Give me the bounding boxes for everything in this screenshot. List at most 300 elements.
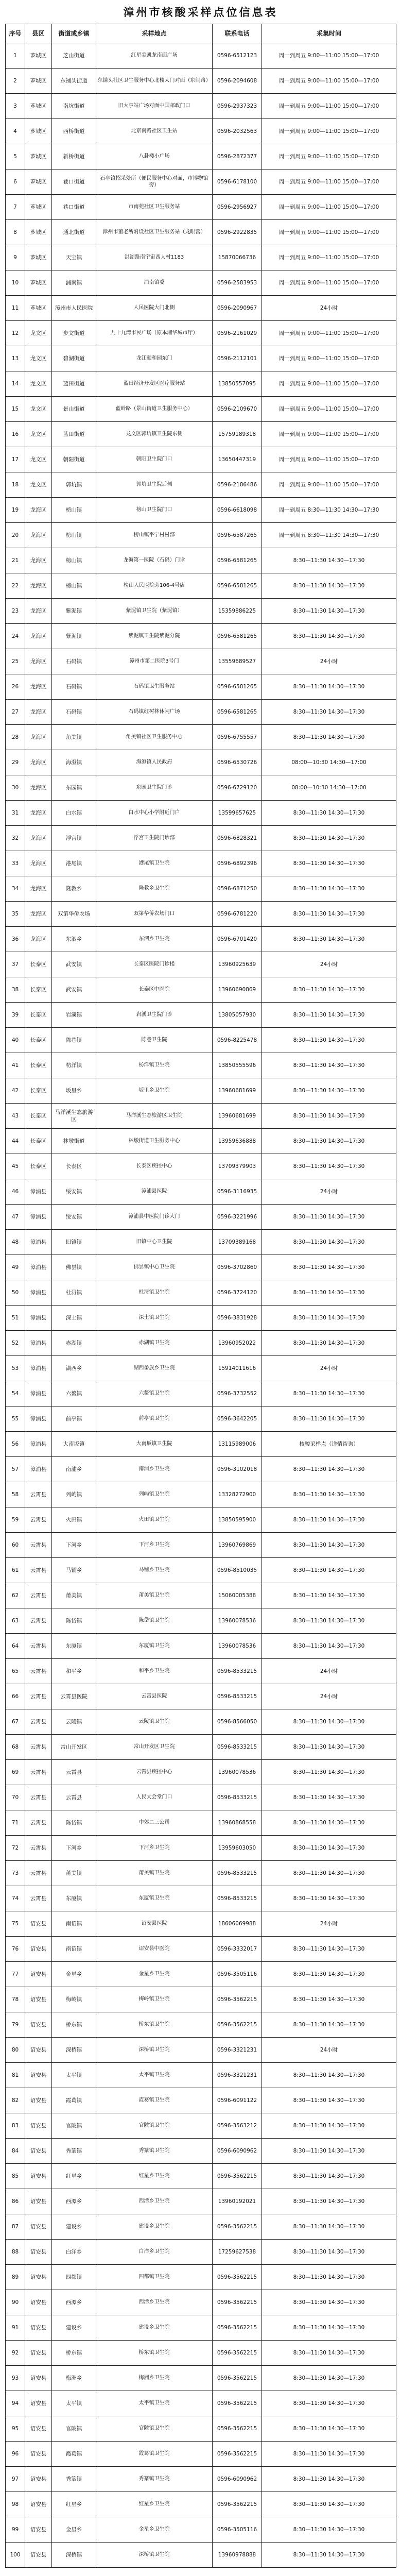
table-row: [6, 1154, 396, 1179]
town-cell: 深桥镇: [52, 2543, 96, 2568]
table-row: [6, 775, 396, 801]
town-cell: 官陂镇: [52, 2416, 96, 2442]
county-cell: 龙海区: [25, 775, 52, 801]
phone-cell: 15759189318: [213, 422, 262, 447]
town-cell: 官陂镇: [52, 2113, 96, 2139]
time-cell: 8:30—11:30 14:30—17:30: [262, 2290, 396, 2315]
phone-cell: 0596-2186486: [213, 472, 262, 498]
phone-cell: 0596-6581265: [213, 548, 262, 573]
site-cell: 龙江颐和园东门: [96, 346, 213, 371]
county-cell: 云霄县: [25, 1861, 52, 1886]
table-row: [6, 245, 396, 270]
row-number: 91: [6, 2315, 25, 2341]
county-cell: 云霄县: [25, 1659, 52, 1684]
town-cell: 云霄县医院: [52, 1684, 96, 1709]
table-body: [6, 43, 396, 2568]
town-cell: 蓝田街道: [52, 371, 96, 397]
phone-cell: 0596-2872377: [213, 144, 262, 170]
time-cell: 8:30—11:30 14:30—17:30: [262, 2113, 396, 2139]
row-number: 17: [6, 447, 25, 472]
town-cell: 海澄镇: [52, 750, 96, 775]
table-row: [6, 2543, 396, 2568]
site-cell: 深桥镇卫生院: [96, 2038, 213, 2063]
time-cell: 周一到周五 8:30—11:30 14:30—17:30: [262, 523, 396, 548]
header-phone: 联系电话: [213, 24, 262, 43]
county-cell: 云霄县: [25, 1533, 52, 1558]
table-row: [6, 1937, 396, 1962]
row-number: 55: [6, 1406, 25, 1432]
site-cell: 赤湖镇卫生院: [96, 1331, 213, 1356]
table-row: [6, 2063, 396, 2088]
time-cell: 24小时: [262, 1356, 396, 1381]
town-cell: 火田镇: [52, 1507, 96, 1533]
county-cell: 龙文区: [25, 397, 52, 422]
county-cell: 云霄县: [25, 1886, 52, 1911]
time-cell: 8:30—11:30 14:30—17:30: [262, 599, 396, 624]
site-cell: 建设乡卫生院: [96, 2315, 213, 2341]
time-cell: 8:30—11:30 14:30—17:30: [262, 2240, 396, 2265]
time-cell: 8:30—11:30 14:30—17:30: [262, 1987, 396, 2012]
table-row: [6, 1179, 396, 1205]
row-number: 4: [6, 119, 25, 144]
table-row: [6, 2315, 396, 2341]
phone-cell: 0596-6587265: [213, 523, 262, 548]
phone-cell: 0596-3321231: [213, 2063, 262, 2088]
site-cell: 石亭镇招采处所（便民服务中心对面，市博物馆旁）: [96, 170, 213, 195]
site-cell: 市南苑社区卫生服务站: [96, 195, 213, 220]
town-cell: 常山开发区: [52, 1735, 96, 1760]
header-county: 县区: [25, 24, 52, 43]
phone-cell: 0596-3562215: [213, 1987, 262, 2012]
row-number: 16: [6, 422, 25, 447]
time-cell: 24小时: [262, 952, 396, 977]
site-cell: 漳州市第二医院3号门: [96, 649, 213, 674]
row-number: 71: [6, 1810, 25, 1836]
row-number: 90: [6, 2290, 25, 2315]
county-cell: 长泰区: [25, 1028, 52, 1053]
county-cell: 云霄县: [25, 1482, 52, 1507]
town-cell: 桥东镇: [52, 2012, 96, 2038]
county-cell: 漳浦县: [25, 1280, 52, 1306]
time-cell: 周一到周五 9:00—11:00 15:00—17:00: [262, 346, 396, 371]
site-cell: 霞葛镇卫生院: [96, 2088, 213, 2113]
row-number: 30: [6, 775, 25, 801]
county-cell: 云霄县: [25, 1507, 52, 1533]
county-cell: 诏安县: [25, 2240, 52, 2265]
row-number: 47: [6, 1205, 25, 1230]
row-number: 41: [6, 1053, 25, 1078]
phone-cell: 13960690869: [213, 977, 262, 1003]
row-number: 8: [6, 220, 25, 245]
phone-cell: 0596-2956927: [213, 195, 262, 220]
phone-cell: 13709379903: [213, 1154, 262, 1179]
site-cell: 漳州市董老所附设社区卫生服务站（龙眼营）: [96, 220, 213, 245]
county-cell: 诏安县: [25, 1911, 52, 1937]
time-cell: 8:30—11:30 14:30—17:30: [262, 1053, 396, 1078]
site-cell: 枋洋镇卫生院: [96, 1053, 213, 1078]
row-number: 9: [6, 245, 25, 270]
table-row: [6, 2088, 396, 2113]
county-cell: 芗城区: [25, 170, 52, 195]
town-cell: 红星乡: [52, 2492, 96, 2517]
table-row: [6, 2214, 396, 2240]
county-cell: 云霄县: [25, 1709, 52, 1735]
site-cell: 大南坂镇卫生院: [96, 1432, 213, 1457]
town-cell: 白水镇: [52, 801, 96, 826]
time-cell: 8:30—11:30 14:30—17:30: [262, 1634, 396, 1659]
town-cell: 马铺乡: [52, 1558, 96, 1583]
table-row: [6, 927, 396, 952]
town-cell: 天宝镇: [52, 245, 96, 270]
time-cell: 8:30—11:30 14:30—17:30: [262, 573, 396, 599]
phone-cell: 0596-6091122: [213, 2088, 262, 2113]
table-header: [6, 24, 396, 43]
time-cell: 8:30—11:30 14:30—17:30: [262, 1205, 396, 1230]
phone-cell: 0596-6828321: [213, 826, 262, 851]
time-cell: 8:30—11:30 14:30—17:30: [262, 674, 396, 700]
table-row: [6, 1028, 396, 1053]
table-row: [6, 220, 396, 245]
site-cell: 浮宫卫生院门诊部: [96, 826, 213, 851]
county-cell: 诏安县: [25, 2113, 52, 2139]
time-cell: 8:30—11:30 14:30—17:30: [262, 1280, 396, 1306]
time-cell: 8:30—11:30 14:30—17:30: [262, 624, 396, 649]
time-cell: 8:30—11:30 14:30—17:30: [262, 1962, 396, 1987]
table-row: [6, 2391, 396, 2416]
row-number: 72: [6, 1836, 25, 1861]
site-cell: 四都镇卫生院: [96, 2265, 213, 2290]
row-number: 97: [6, 2467, 25, 2492]
table-row: [6, 1129, 396, 1154]
phone-cell: 0596-2583953: [213, 270, 262, 296]
town-cell: 太平镇: [52, 2391, 96, 2416]
table-row: [6, 397, 396, 422]
row-number: 34: [6, 876, 25, 902]
phone-cell: 0596-3562215: [213, 2442, 262, 2467]
phone-cell: 0596-3732552: [213, 1381, 262, 1406]
table-row: [6, 119, 396, 144]
header-row: [6, 24, 396, 43]
time-cell: 周一到周五 9:00—11:00 15:00—17:00: [262, 119, 396, 144]
row-number: 92: [6, 2341, 25, 2366]
table-row: [6, 1911, 396, 1937]
phone-cell: 0596-6581265: [213, 573, 262, 599]
time-cell: 24小时: [262, 1179, 396, 1205]
county-cell: 长泰区: [25, 1053, 52, 1078]
time-cell: 周一到周五 9:00—11:00 15:00—17:00: [262, 422, 396, 447]
county-cell: 诏安县: [25, 2543, 52, 2568]
site-cell: 杜浔镇卫生院: [96, 1280, 213, 1306]
phone-cell: 13960078536: [213, 1608, 262, 1634]
phone-cell: 13960078536: [213, 1760, 262, 1785]
site-cell: 马洋溪生态旅游区卫生院: [96, 1104, 213, 1129]
phone-cell: 13559689527: [213, 649, 262, 674]
row-number: 96: [6, 2442, 25, 2467]
phone-cell: 0596-6090962: [213, 2467, 262, 2492]
phone-cell: 0596-8533215: [213, 1785, 262, 1810]
row-number: 56: [6, 1432, 25, 1457]
county-cell: 漳浦县: [25, 1331, 52, 1356]
county-cell: 云霄县: [25, 1608, 52, 1634]
row-number: 78: [6, 1987, 25, 2012]
site-cell: 角美镇社区卫生服务中心: [96, 725, 213, 750]
town-cell: 梅洲乡: [52, 2366, 96, 2391]
row-number: 80: [6, 2038, 25, 2063]
table-row: [6, 270, 396, 296]
table-row: [6, 1836, 396, 1861]
row-number: 26: [6, 674, 25, 700]
site-cell: 白水中心小学附近门户: [96, 801, 213, 826]
phone-cell: 0596-8533215: [213, 1659, 262, 1684]
table-row: [6, 1482, 396, 1507]
county-cell: 龙海区: [25, 624, 52, 649]
county-cell: 漳浦县: [25, 1255, 52, 1280]
town-cell: 绥安镇: [52, 1205, 96, 1230]
site-cell: 建设乡卫生院: [96, 2214, 213, 2240]
county-cell: 龙海区: [25, 674, 52, 700]
phone-cell: 0596-6701420: [213, 927, 262, 952]
phone-cell: 0596-3562215: [213, 2214, 262, 2240]
time-cell: 8:30—11:30 14:30—17:30: [262, 1886, 396, 1911]
phone-cell: 13709389168: [213, 1230, 262, 1255]
time-cell: 8:30—11:30 14:30—17:30: [262, 2391, 396, 2416]
town-cell: 港尾镇: [52, 851, 96, 876]
time-cell: 24小时: [262, 1659, 396, 1684]
site-cell: 桥东镇卫生院: [96, 2341, 213, 2366]
time-cell: 8:30—11:30 14:30—17:30: [262, 2139, 396, 2164]
phone-cell: 0596-3562215: [213, 2265, 262, 2290]
site-cell: 官陂镇卫生院: [96, 2416, 213, 2442]
town-cell: 紫泥镇: [52, 624, 96, 649]
time-cell: 周一到周五 9:00—11:00 15:00—17:00: [262, 170, 396, 195]
time-cell: 8:30—11:30 14:30—17:30: [262, 1785, 396, 1810]
county-cell: 云霄县: [25, 1684, 52, 1709]
row-number: 87: [6, 2214, 25, 2240]
time-cell: 8:30—11:30 14:30—17:30: [262, 1709, 396, 1735]
row-number: 57: [6, 1457, 25, 1482]
table-row: [6, 1760, 396, 1785]
header-no: 序号: [6, 24, 25, 43]
site-cell: 陈巷卫生院: [96, 1028, 213, 1053]
town-cell: 杜浔镇: [52, 1280, 96, 1306]
time-cell: 8:30—11:30 14:30—17:30: [262, 977, 396, 1003]
town-cell: 东厦镇: [52, 1886, 96, 1911]
row-number: 65: [6, 1659, 25, 1684]
table-row: [6, 1432, 396, 1457]
town-cell: 深桥镇: [52, 2038, 96, 2063]
phone-cell: 0596-6781220: [213, 902, 262, 927]
town-cell: 西潭乡: [52, 2189, 96, 2214]
site-cell: 深桥镇卫生院: [96, 2543, 213, 2568]
table-row: [6, 1078, 396, 1104]
site-cell: 东园卫生院门诊: [96, 775, 213, 801]
county-cell: 云霄县: [25, 1634, 52, 1659]
phone-cell: 0596-8510035: [213, 1558, 262, 1583]
site-cell: 龙文区郭坑镇卫生院东侧: [96, 422, 213, 447]
row-number: 3: [6, 94, 25, 119]
time-cell: 周一到周五 9:00—11:00 15:00—17:00: [262, 94, 396, 119]
table-row: [6, 2442, 396, 2467]
time-cell: 8:30—11:30 14:30—17:30: [262, 927, 396, 952]
table-row: [6, 1558, 396, 1583]
town-cell: 红星乡: [52, 2164, 96, 2189]
row-number: 33: [6, 851, 25, 876]
site-cell: 蓝田经济开发区医疗服务站: [96, 371, 213, 397]
site-cell: 梅岭镇卫生院: [96, 1987, 213, 2012]
time-cell: 8:30—11:30 14:30—17:30: [262, 1154, 396, 1179]
table-row: [6, 2113, 396, 2139]
time-cell: 周一到周五 9:00—11:00 15:00—17:00: [262, 245, 396, 270]
town-cell: 马洋溪生态旅游区: [52, 1104, 96, 1129]
phone-cell: 15359886225: [213, 599, 262, 624]
phone-cell: 13960952022: [213, 1331, 262, 1356]
town-cell: 郭坑镇: [52, 472, 96, 498]
site-cell: 下河乡卫生院: [96, 1533, 213, 1558]
time-cell: 8:30—11:30 14:30—17:30: [262, 2315, 396, 2341]
table-row: [6, 1608, 396, 1634]
county-cell: 芗城区: [25, 94, 52, 119]
row-number: 52: [6, 1331, 25, 1356]
table-row: [6, 1987, 396, 2012]
row-number: 24: [6, 624, 25, 649]
phone-cell: 18606069988: [213, 1911, 262, 1937]
site-cell: 榜山镇平宁村村部: [96, 523, 213, 548]
time-cell: 8:30—11:30 14:30—17:30: [262, 1735, 396, 1760]
town-cell: 四都镇: [52, 2265, 96, 2290]
row-number: 5: [6, 144, 25, 170]
site-cell: 湖西畲族乡卫生院: [96, 1356, 213, 1381]
county-cell: 龙海区: [25, 851, 52, 876]
county-cell: 长泰区: [25, 977, 52, 1003]
county-cell: 长泰区: [25, 952, 52, 977]
county-cell: 漳浦县: [25, 1432, 52, 1457]
phone-cell: 0596-8225478: [213, 1028, 262, 1053]
time-cell: 8:30—11:30 14:30—17:30: [262, 2366, 396, 2391]
row-number: 13: [6, 346, 25, 371]
phone-cell: 0596-6512123: [213, 43, 262, 69]
header-town: 街道或乡镇: [52, 24, 96, 43]
time-cell: 8:30—11:30 14:30—17:30: [262, 548, 396, 573]
phone-cell: 0596-8533215: [213, 1861, 262, 1886]
row-number: 45: [6, 1154, 25, 1179]
site-cell: 榜山卫生院门口: [96, 498, 213, 523]
phone-cell: 0596-3116935: [213, 1179, 262, 1205]
site-cell: 火田镇卫生院: [96, 1507, 213, 1533]
site-cell: 云陵镇卫生院: [96, 1709, 213, 1735]
site-cell: 梅洲乡卫生院: [96, 2366, 213, 2391]
time-cell: 8:30—11:30 14:30—17:30: [262, 1937, 396, 1962]
row-number: 11: [6, 296, 25, 321]
town-cell: 云陵镇: [52, 1709, 96, 1735]
town-cell: 佛昙镇: [52, 1255, 96, 1280]
town-cell: 巷口街道: [52, 195, 96, 220]
site-cell: 和平乡卫生院: [96, 1659, 213, 1684]
town-cell: 金星乡: [52, 2517, 96, 2543]
phone-cell: 0596-6090962: [213, 2139, 262, 2164]
county-cell: 龙海区: [25, 548, 52, 573]
row-number: 28: [6, 725, 25, 750]
row-number: 15: [6, 397, 25, 422]
phone-cell: 0596-3102018: [213, 1457, 262, 1482]
site-cell: 九十九湾市民广场（原本湘华城市厅）: [96, 321, 213, 346]
row-number: 76: [6, 1937, 25, 1962]
table-row: [6, 1684, 396, 1709]
time-cell: 8:30—11:30 14:30—17:30: [262, 1306, 396, 1331]
phone-cell: 13959636888: [213, 1129, 262, 1154]
site-cell: 漳浦县中医院门诊大门: [96, 1205, 213, 1230]
table-row: [6, 1457, 396, 1482]
row-number: 70: [6, 1785, 25, 1810]
phone-cell: 0596-3562215: [213, 2391, 262, 2416]
row-number: 85: [6, 2164, 25, 2189]
site-cell: 海澄镇人民政府: [96, 750, 213, 775]
county-cell: 云霄县: [25, 1558, 52, 1583]
site-cell: 秀篆镇卫生院: [96, 2139, 213, 2164]
table-row: [6, 750, 396, 775]
town-cell: 陈巷镇: [52, 1028, 96, 1053]
table-row: [6, 346, 396, 371]
town-cell: 巷口街道: [52, 170, 96, 195]
phone-cell: 0596-6581265: [213, 674, 262, 700]
town-cell: 下河乡: [52, 1533, 96, 1558]
time-cell: 8:30—11:30 14:30—17:30: [262, 801, 396, 826]
town-cell: 旧镇镇: [52, 1230, 96, 1255]
county-cell: 云霄县: [25, 1836, 52, 1861]
time-cell: 8:30—11:30 14:30—17:30: [262, 1558, 396, 1583]
row-number: 42: [6, 1078, 25, 1104]
table-row: [6, 2290, 396, 2315]
site-cell: 石码镇卫生服务站: [96, 674, 213, 700]
phone-cell: 0596-3505116: [213, 1962, 262, 1987]
table-row: [6, 2467, 396, 2492]
site-cell: 朝阳卫生院门口: [96, 447, 213, 472]
time-cell: 周一到周五 9:00—11:00 15:00—17:00: [262, 270, 396, 296]
site-cell: 红星美凯龙南面广场: [96, 43, 213, 69]
county-cell: 龙海区: [25, 826, 52, 851]
county-cell: 云霄县: [25, 1583, 52, 1608]
time-cell: 8:30—11:30 14:30—17:30: [262, 2088, 396, 2113]
row-number: 54: [6, 1381, 25, 1406]
table-row: [6, 1331, 396, 1356]
town-cell: 浦南镇: [52, 270, 96, 296]
table-row: [6, 472, 396, 498]
row-number: 61: [6, 1558, 25, 1583]
phone-cell: 17259627538: [213, 2240, 262, 2265]
phone-cell: 0596-6755557: [213, 725, 262, 750]
county-cell: 漳浦县: [25, 1230, 52, 1255]
table-row: [6, 1104, 396, 1129]
town-cell: 蓝田街道: [52, 422, 96, 447]
time-cell: 周一到周五 8:30—11:30 14:30—17:30: [262, 498, 396, 523]
phone-cell: 0596-3562215: [213, 2416, 262, 2442]
town-cell: 赤湖镇: [52, 1331, 96, 1356]
time-cell: 8:30—11:30 14:30—17:30: [262, 2442, 396, 2467]
county-cell: 诏安县: [25, 2063, 52, 2088]
town-cell: 陈岱镇: [52, 1608, 96, 1634]
time-cell: 8:30—11:30 14:30—17:30: [262, 2467, 396, 2492]
table-row: [6, 1810, 396, 1836]
site-cell: 长泰区中医院: [96, 977, 213, 1003]
site-cell: 人民医院大门北侧: [96, 296, 213, 321]
town-cell: 榜山镇: [52, 498, 96, 523]
row-number: 29: [6, 750, 25, 775]
town-cell: 东厦镇: [52, 1634, 96, 1659]
phone-cell: 13850557095: [213, 371, 262, 397]
county-cell: 诏安县: [25, 2517, 52, 2543]
row-number: 39: [6, 1003, 25, 1028]
phone-cell: 0596-2032563: [213, 119, 262, 144]
row-number: 27: [6, 700, 25, 725]
